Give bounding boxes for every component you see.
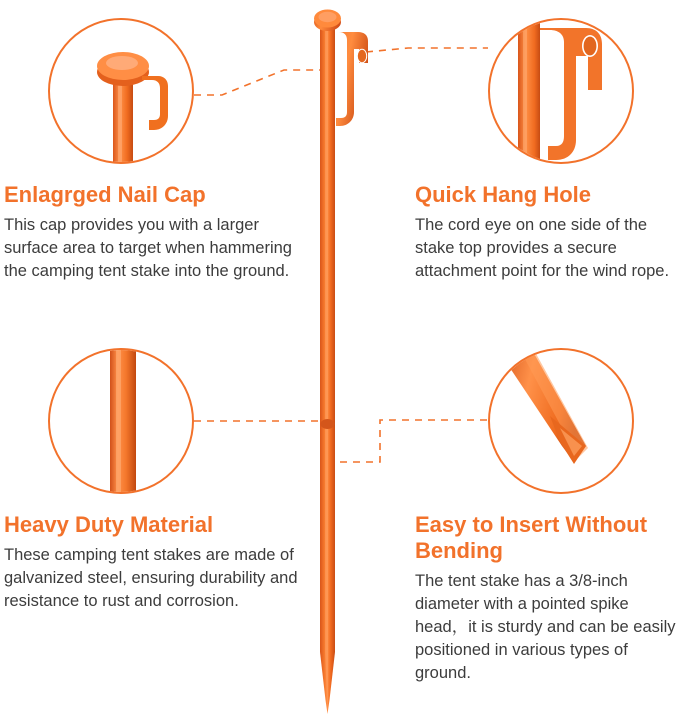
feature-block-hang-hole <box>415 182 677 283</box>
tent-stake-illustration <box>296 0 386 716</box>
feature-body-hang-hole: The cord eye on one side of the stake top provides a secure attachment point for the wind rope. <box>415 216 670 280</box>
callout-circle-nail-cap <box>48 18 194 164</box>
feature-block-material <box>4 512 304 613</box>
feature-block-nail-cap <box>4 182 294 283</box>
stake-cap-closeup-icon <box>50 20 194 164</box>
feature-body-easy-insert: The tent stake has a 3/8-inch diameter with a pointed spike head，it is sturdy and can be easily positioned in various types of ground. <box>415 572 676 682</box>
callout-circle-hang-hole <box>488 18 634 164</box>
feature-body-material: These camping tent stakes are made of galvanized steel, ensuring durability and resistance to rust and corrosion. <box>4 546 298 610</box>
feature-block-easy-insert <box>415 512 679 685</box>
callout-circle-tip <box>488 348 634 494</box>
stake-shaft-closeup-icon <box>50 350 194 494</box>
stake-hook-closeup-icon <box>490 20 634 164</box>
feature-body-nail-cap: This cap provides you with a larger surface area to target when hammering the camping tent stake into the ground. <box>4 216 292 280</box>
stake-tip-closeup-icon <box>490 350 634 494</box>
feature-title-nail-cap: Enlagrged Nail Cap <box>4 182 206 207</box>
callout-circle-material <box>48 348 194 494</box>
feature-title-material: Heavy Duty Material <box>4 512 214 537</box>
feature-title-hang-hole: Quick Hang Hole <box>415 182 592 207</box>
feature-title-easy-insert: Easy to Insert Without Bending <box>415 512 648 563</box>
